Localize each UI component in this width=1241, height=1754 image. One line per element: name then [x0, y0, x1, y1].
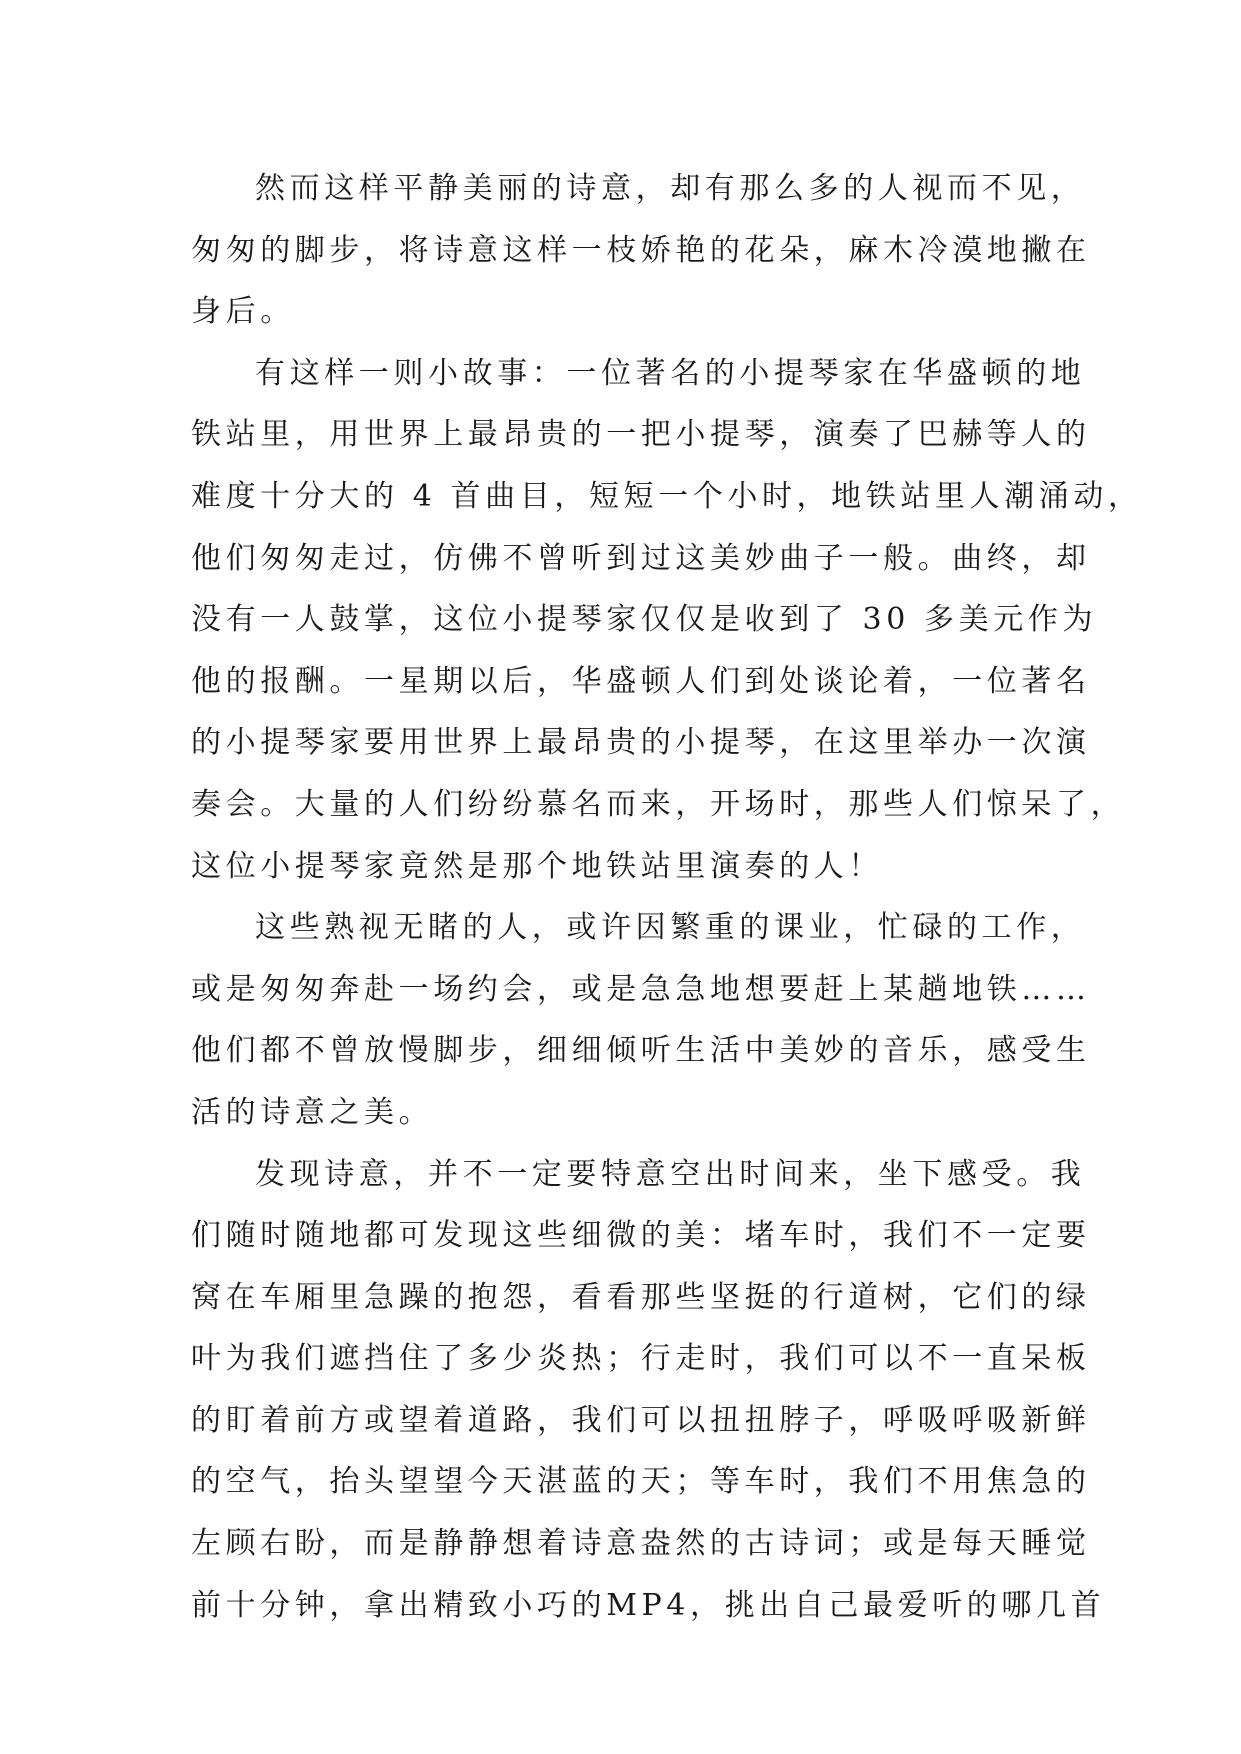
text-line: 的小提琴家要用世界上最昂贵的小提琴，在这里举办一次演 [191, 725, 1091, 761]
body-text [191, 158, 1143, 1636]
text-line: 的空气，抬头望望今天湛蓝的天；等车时，我们不用焦急的 [191, 1464, 1091, 1500]
text-line: 这些熟视无睹的人，或许因繁重的课业，忙碌的工作， [255, 910, 1086, 946]
text-line: 身后。 [191, 294, 295, 330]
text-line: 或是匆匆奔赴一场约会，或是急急地想要赶上某趟地铁…… [191, 971, 1091, 1007]
text-line: 这位小提琴家竟然是那个地铁站里演奏的人！ [191, 848, 883, 884]
text-line: 难度十分大的 4 首曲目，短短一个小时，地铁站里人潮涌动， [191, 478, 1143, 514]
text-line: 他的报酬。一星期以后，华盛顿人们到处谈论着，一位著名 [191, 663, 1091, 699]
text-line: 有这样一则小故事：一位著名的小提琴家在华盛顿的地 [255, 355, 1086, 391]
text-line: 没有一人鼓掌，这位小提琴家仅仅是收到了 30 多美元作为 [191, 602, 1098, 638]
text-line: 窝在车厢里急躁的抱怨，看看那些坚挺的行道树，它们的绿 [191, 1279, 1091, 1315]
text-line: 的盯着前方或望着道路，我们可以扭扭脖子，呼吸呼吸新鲜 [191, 1402, 1091, 1438]
text-line: 铁站里，用世界上最昂贵的一把小提琴，演奏了巴赫等人的 [191, 417, 1091, 453]
text-line: 叶为我们遮挡住了多少炎热；行走时，我们可以不一直呆板 [191, 1341, 1091, 1377]
text-line: 活的诗意之美。 [191, 1094, 434, 1130]
text-line: 们随时随地都可发现这些细微的美：堵车时，我们不一定要 [191, 1218, 1091, 1254]
text-line: 他们都不曾放慢脚步，细细倾听生活中美妙的音乐，感受生 [191, 1033, 1091, 1069]
text-line: 左顾右盼，而是静静想着诗意盎然的古诗词；或是每天睡觉 [191, 1526, 1091, 1562]
text-line: 然而这样平静美丽的诗意，却有那么多的人视而不见， [255, 171, 1086, 206]
text-line: 前十分钟，拿出精致小巧的MP4，挑出自己最爱听的哪几首 [191, 1587, 1106, 1623]
text-line: 匆匆的脚步，将诗意这样一枝娇艳的花朵，麻木冷漠地撇在 [191, 232, 1091, 268]
text-line: 发现诗意，并不一定要特意空出时间来，坐下感受。我 [255, 1156, 1086, 1192]
text-line: 他们匆匆走过，仿佛不曾听到过这美妙曲子一般。曲终，却 [191, 540, 1091, 576]
text-line: 奏会。大量的人们纷纷慕名而来，开场时，那些人们惊呆了， [191, 786, 1126, 822]
